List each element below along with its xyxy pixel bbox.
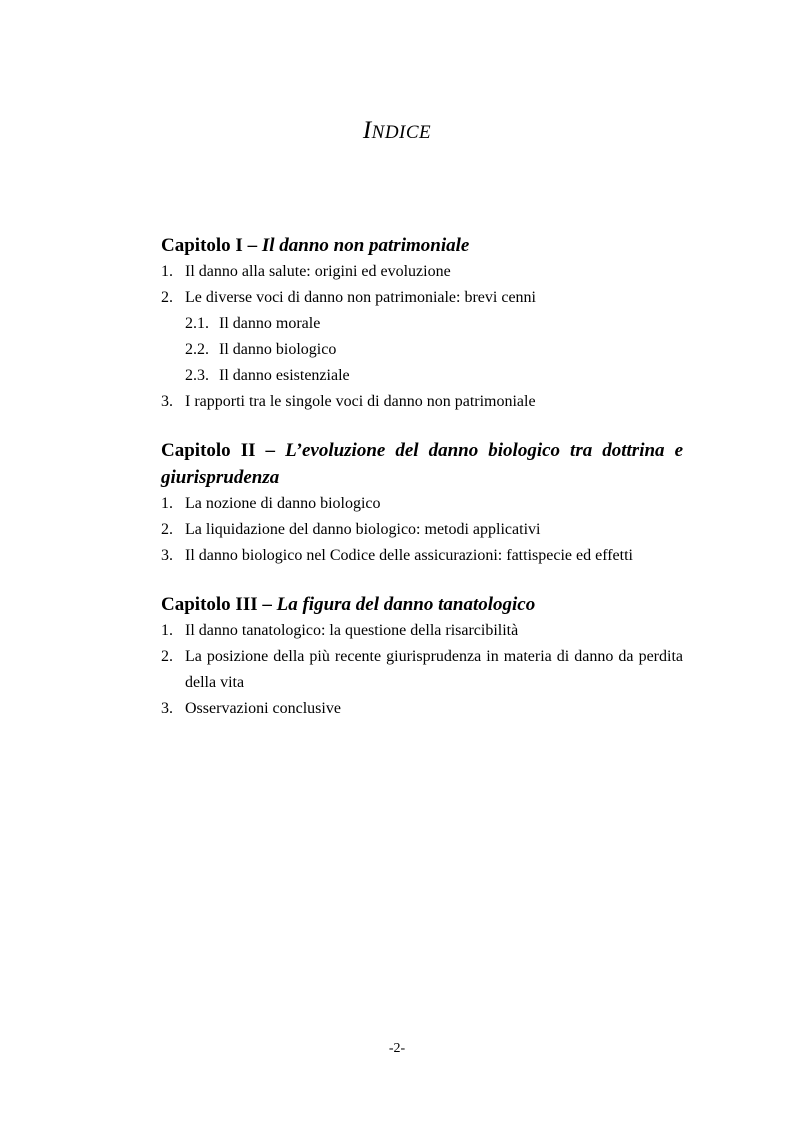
toc-entry (161, 389, 683, 415)
entry-text: Il danno biologico (219, 341, 337, 358)
entry-number: 3. (161, 700, 173, 717)
toc-entry (161, 543, 683, 569)
chapter-label: Capitolo II (161, 440, 256, 461)
entry-text: Il danno biologico nel Codice delle assicurazioni: fattispecie ed effetti (185, 547, 633, 564)
toc-entry (161, 491, 683, 517)
chapter-3 (161, 591, 683, 722)
chapter-separator: – (242, 235, 262, 256)
toc-entry (161, 259, 683, 285)
entry-text: La posizione della più recente giurisprudenza in materia di danno da perdita della vita (185, 648, 683, 691)
entry-number: 2.2. (185, 341, 209, 358)
entry-number: 2. (161, 289, 173, 306)
entry-text: Le diverse voci di danno non patrimoniale: brevi cenni (185, 289, 536, 306)
entry-text: Il danno esistenziale (219, 367, 350, 384)
entry-number: 3. (161, 547, 173, 564)
chapter-subtitle: L’evoluzione del danno biologico tra dottrina e giurisprudenza (161, 440, 684, 488)
chapter-heading (161, 591, 683, 618)
toc-entry (161, 644, 683, 696)
table-of-contents (161, 232, 683, 744)
entry-text: Il danno morale (219, 315, 321, 332)
title-rest: NDICE (371, 122, 432, 143)
chapter-subtitle: Il danno non patrimoniale (261, 235, 470, 256)
chapter-heading (161, 232, 683, 259)
page-title (0, 117, 794, 145)
entry-number: 2. (161, 648, 173, 665)
toc-subentry (161, 363, 683, 389)
entry-text: Osservazioni conclusive (185, 700, 341, 717)
title-first-letter: I (362, 117, 372, 144)
chapter-label: Capitolo III (161, 594, 258, 615)
entry-number: 2. (161, 521, 173, 538)
toc-entry (161, 696, 683, 722)
entry-number: 2.3. (185, 367, 209, 384)
chapter-1 (161, 232, 683, 415)
entry-text: Il danno alla salute: origini ed evoluzione (185, 263, 451, 280)
toc-entry (161, 517, 683, 543)
entry-number: 2.1. (185, 315, 209, 332)
entry-text: Il danno tanatologico: la questione della risarcibilità (185, 622, 519, 639)
chapter-2 (161, 437, 683, 569)
toc-subentry (161, 337, 683, 363)
entry-text: La liquidazione del danno biologico: metodi applicativi (185, 521, 541, 538)
entry-number: 3. (161, 393, 173, 410)
entry-text: I rapporti tra le singole voci di danno non patrimoniale (185, 393, 536, 410)
entry-text: La nozione di danno biologico (185, 495, 381, 512)
entry-number: 1. (161, 495, 173, 512)
toc-subentry (161, 311, 683, 337)
entry-number: 1. (161, 622, 173, 639)
toc-entry (161, 618, 683, 644)
entry-number: 1. (161, 263, 173, 280)
chapter-separator: – (255, 440, 286, 461)
chapter-subtitle: La figura del danno tanatologico (276, 594, 536, 615)
chapter-label: Capitolo I (161, 235, 243, 256)
page-number: -2- (388, 1041, 406, 1056)
chapter-separator: – (257, 594, 277, 615)
toc-entry (161, 285, 683, 311)
chapter-heading (161, 437, 683, 491)
